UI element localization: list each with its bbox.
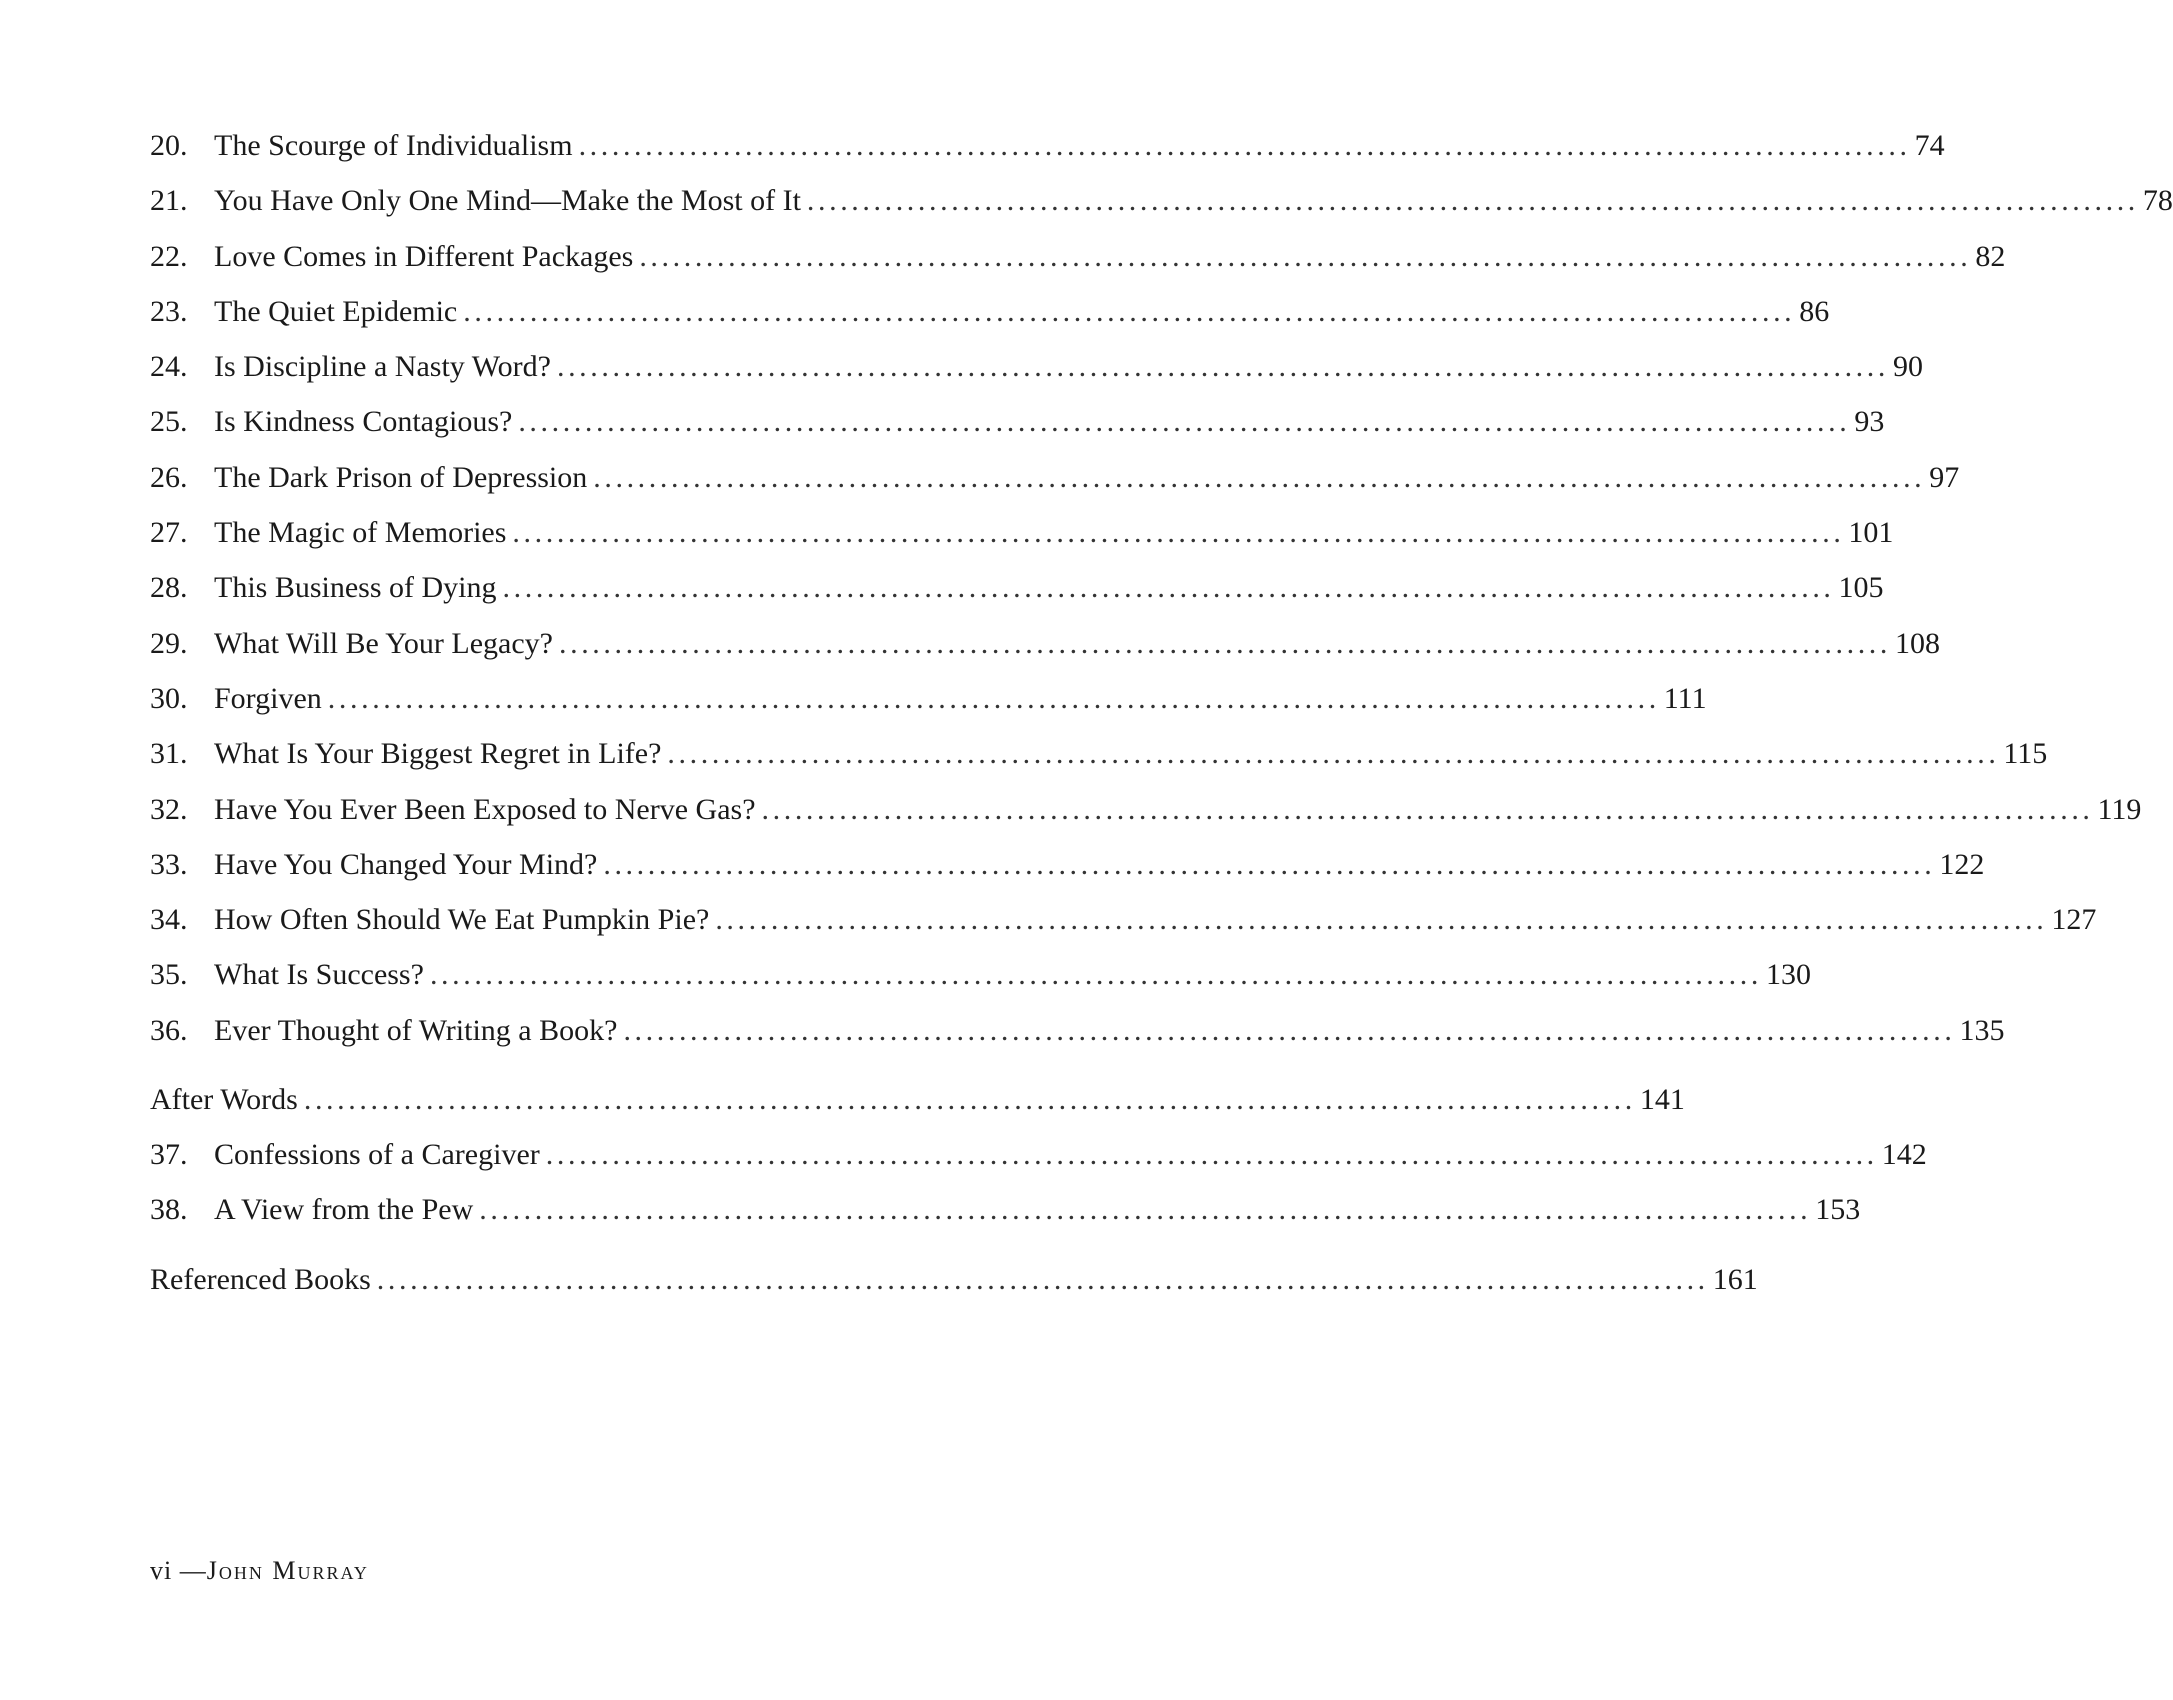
toc-section-page: 141: [1639, 1083, 1685, 1117]
toc-entry-page: 78: [2142, 184, 2173, 218]
toc-entry-title: Is Kindness Contagious?: [214, 405, 513, 439]
page-footer: [150, 1556, 369, 1586]
toc-entry-title: You Have Only One Mind—Make the Most of It: [214, 184, 801, 218]
toc-entry-number: 38.: [150, 1193, 188, 1227]
toc-entry-page: 108: [1895, 626, 1940, 660]
toc-section-page: 161: [1712, 1262, 1758, 1296]
toc-entry-title: The Magic of Memories: [214, 516, 507, 550]
table-of-contents: [150, 118, 2173, 1307]
toc-entry: [150, 505, 1894, 560]
dot-leader: ........................................................................................................................: [639, 239, 1972, 273]
toc-entry-title: What Is Success?: [214, 958, 424, 992]
dot-leader: ........................................................................................................................: [559, 626, 1891, 660]
toc-entry: [150, 782, 2142, 837]
toc-entry-page: 122: [1939, 847, 1985, 881]
dot-leader: ........................................................................................................................: [376, 1262, 1709, 1296]
toc-entry-number: 37.: [150, 1138, 188, 1172]
toc-entry: [150, 173, 2173, 228]
toc-entry-number: 32.: [150, 792, 188, 826]
dot-leader: ........................................................................................................................: [715, 903, 2048, 937]
dot-leader: ........................................................................................................................: [429, 958, 1762, 992]
dot-leader: ........................................................................................................................: [463, 294, 1796, 328]
toc-entry: [150, 671, 1707, 726]
toc-entry: [150, 837, 1985, 892]
toc-entry-title: What Is Your Biggest Regret in Life?: [214, 737, 662, 771]
toc-entry-title: Have You Ever Been Exposed to Nerve Gas?: [214, 792, 756, 826]
toc-entry-number: 31.: [150, 737, 188, 771]
toc-entry-number: 21.: [150, 184, 188, 218]
toc-section-referenced-books: [150, 1252, 1758, 1307]
dot-leader: ........................................................................................................................: [502, 571, 1835, 605]
toc-entry-title: What Will Be Your Legacy?: [214, 626, 553, 660]
toc-entry-title: Confessions of a Caregiver: [214, 1138, 540, 1172]
toc-entry-number: 26.: [150, 460, 188, 494]
toc-entry-number: 20.: [150, 129, 188, 162]
toc-entry-title: Love Comes in Different Packages: [214, 239, 634, 273]
toc-entry-number: 35.: [150, 958, 188, 992]
toc-entry: [150, 339, 1923, 394]
dot-leader: ........................................................................................................................: [518, 405, 1851, 439]
dot-leader: ........................................................................................................................: [761, 792, 2094, 826]
toc-entry-page: 82: [1975, 239, 2006, 273]
toc-entry: [150, 560, 1884, 615]
toc-entry: [150, 118, 1945, 173]
toc-entry: [150, 450, 1960, 505]
toc-entry: [150, 1182, 1861, 1237]
toc-section-title: After Words: [150, 1083, 298, 1117]
toc-entry-page: 115: [2003, 737, 2048, 771]
toc-section-title: Referenced Books: [150, 1262, 371, 1296]
toc-entry-page: 135: [1959, 1013, 2005, 1047]
toc-entry: [150, 616, 1940, 671]
toc-entry-page: 142: [1881, 1138, 1927, 1172]
toc-entries-group-1: [150, 118, 2173, 1058]
folio-number: vi: [150, 1556, 173, 1585]
toc-entry-page: 86: [1799, 294, 1830, 328]
toc-entry-page: 119: [2097, 792, 2142, 826]
toc-entry-page: 101: [1848, 516, 1894, 550]
running-author: John Murray: [206, 1556, 369, 1585]
dot-leader: ........................................................................................................................: [556, 350, 1889, 384]
dot-leader: ........................................................................................................................: [806, 184, 2139, 218]
toc-entry-page: 111: [1663, 681, 1707, 715]
toc-entries-group-2: [150, 1127, 1927, 1238]
toc-entry-title: The Quiet Epidemic: [214, 294, 458, 328]
dot-leader: ........................................................................................................................: [327, 681, 1660, 715]
toc-entry-number: 33.: [150, 847, 188, 881]
toc-entry-number: 27.: [150, 516, 188, 550]
toc-entry-title: Is Discipline a Nasty Word?: [214, 350, 551, 384]
toc-entry-number: 23.: [150, 294, 188, 328]
toc-entry-title: Have You Changed Your Mind?: [214, 847, 598, 881]
dot-leader: ........................................................................................................................: [603, 847, 1936, 881]
toc-entry-title: The Scourge of Individualism: [214, 129, 573, 162]
toc-entry-page: 130: [1765, 958, 1811, 992]
toc-entry-page: 127: [2051, 903, 2097, 937]
toc-section-after-words: [150, 1072, 1685, 1127]
toc-entry-page: 93: [1854, 405, 1885, 439]
toc-entry-title: How Often Should We Eat Pumpkin Pie?: [214, 903, 710, 937]
toc-entry-title: The Dark Prison of Depression: [214, 460, 588, 494]
toc-entry: [150, 284, 1830, 339]
toc-entry-page: 74: [1914, 129, 1945, 162]
toc-entry-number: 29.: [150, 626, 188, 660]
dot-leader: ........................................................................................................................: [303, 1083, 1636, 1117]
toc-entry: [150, 394, 1885, 449]
toc-entry-number: 28.: [150, 571, 188, 605]
toc-entry-number: 22.: [150, 239, 188, 273]
dot-leader: ........................................................................................................................: [512, 516, 1845, 550]
toc-entry-page: 153: [1815, 1193, 1861, 1227]
toc-entry-title: Forgiven: [214, 681, 322, 715]
toc-entry: [150, 947, 1811, 1002]
dot-leader: ........................................................................................................................: [578, 129, 1911, 162]
footer-separator: —: [179, 1556, 207, 1585]
toc-entry: [150, 892, 2097, 947]
toc-entry-page: 97: [1929, 460, 1960, 494]
dot-leader: ........................................................................................................................: [667, 737, 2000, 771]
dot-leader: ........................................................................................................................: [479, 1193, 1812, 1227]
toc-entry: [150, 229, 2006, 284]
toc-entry-title: This Business of Dying: [214, 571, 497, 605]
toc-entry-title: Ever Thought of Writing a Book?: [214, 1013, 618, 1047]
toc-entry-number: 24.: [150, 350, 188, 384]
toc-entry: [150, 1003, 2005, 1058]
toc-entry-page: 90: [1892, 350, 1923, 384]
toc-entry: [150, 726, 2048, 781]
toc-entry-number: 36.: [150, 1013, 188, 1047]
dot-leader: ........................................................................................................................: [545, 1138, 1878, 1172]
dot-leader: ........................................................................................................................: [623, 1013, 1956, 1047]
toc-entry: [150, 1127, 1927, 1182]
toc-entry-number: 25.: [150, 405, 188, 439]
toc-entry-number: 30.: [150, 681, 188, 715]
dot-leader: ........................................................................................................................: [593, 460, 1926, 494]
toc-entry-page: 105: [1838, 571, 1884, 605]
toc-entry-title: A View from the Pew: [214, 1193, 474, 1227]
toc-entry-number: 34.: [150, 903, 188, 937]
